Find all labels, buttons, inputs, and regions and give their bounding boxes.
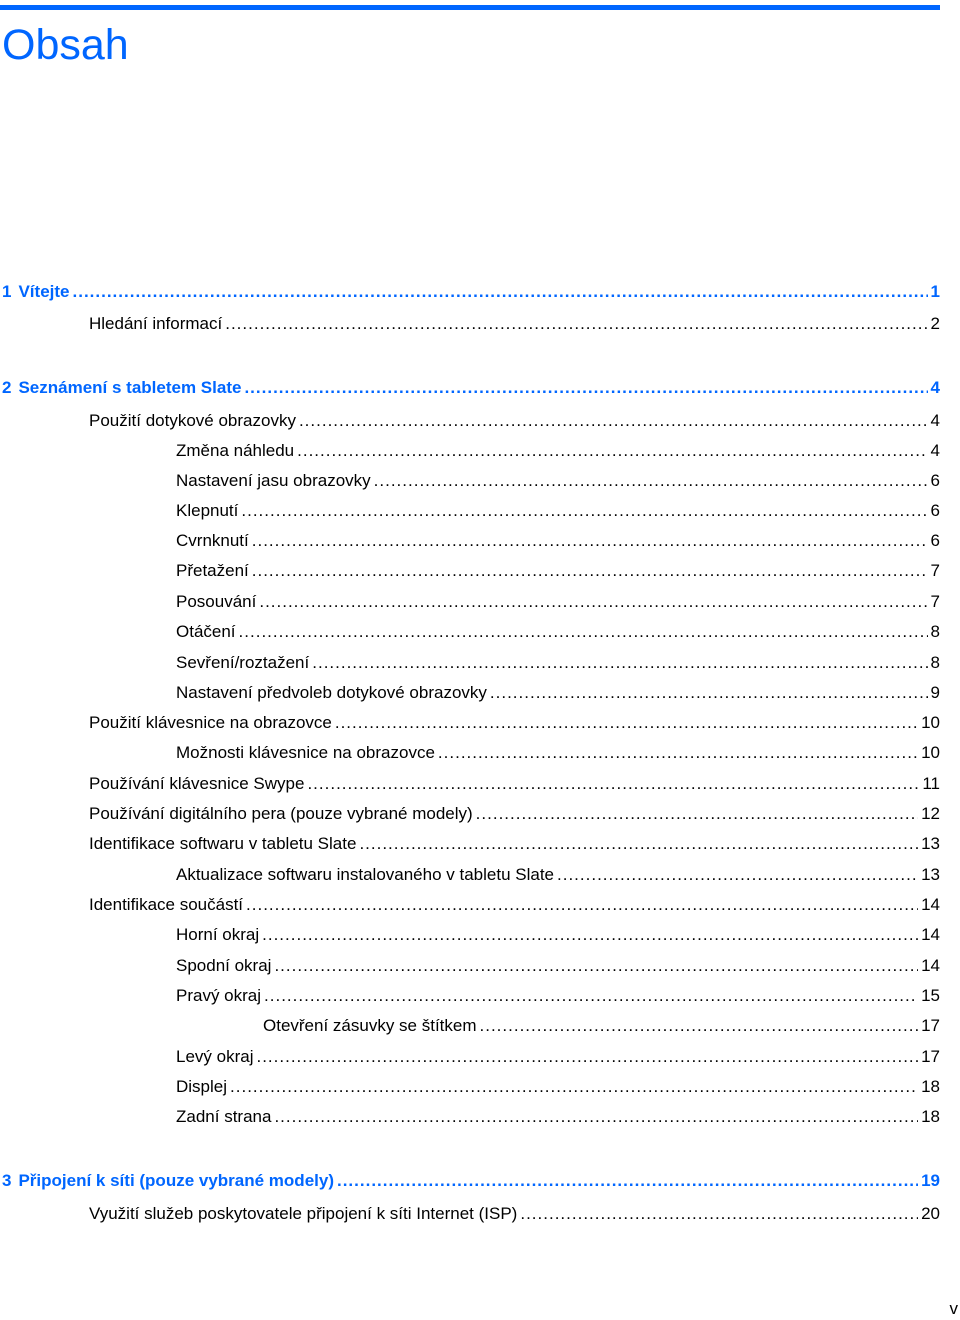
toc-entry[interactable] xyxy=(89,312,940,336)
toc-dot-leader xyxy=(230,1075,918,1099)
toc-entry[interactable] xyxy=(176,1075,940,1099)
toc-page-number: 18 xyxy=(921,1107,940,1126)
toc-entry-label: Zadní strana xyxy=(176,1107,272,1126)
toc-entry[interactable] xyxy=(89,893,940,917)
toc-entry-label: Pravý okraj xyxy=(176,986,262,1005)
toc-entry[interactable] xyxy=(176,439,940,463)
toc-page-number: 18 xyxy=(921,1077,940,1096)
toc-page-number: 15 xyxy=(921,986,940,1005)
toc-page-number: 17 xyxy=(921,1047,940,1066)
toc-page-number: 10 xyxy=(921,743,940,762)
toc-page-number: 13 xyxy=(921,834,940,853)
toc-dot-leader xyxy=(264,984,918,1008)
toc-entry-label: Připojení k síti (pouze vybrané modely) xyxy=(18,1171,334,1190)
toc-dot-leader xyxy=(520,1202,918,1226)
toc-page-number: 13 xyxy=(921,865,940,884)
toc-entry-label: Otáčení xyxy=(176,622,236,641)
toc-entry-label: Sevření/roztažení xyxy=(176,653,310,672)
toc-entry-label: Vítejte xyxy=(18,282,70,301)
toc-entry-label: Využití služeb poskytovatele připojení k síti Internet (ISP) xyxy=(89,1204,518,1223)
toc-entry[interactable] xyxy=(89,802,940,826)
toc-entry-label: Hledání informací xyxy=(89,314,223,333)
toc-dot-leader xyxy=(335,711,918,735)
toc-entry[interactable] xyxy=(176,923,940,947)
toc-entry[interactable] xyxy=(263,1014,940,1038)
toc-page-number: 7 xyxy=(930,561,940,580)
toc-entry[interactable] xyxy=(176,863,940,887)
toc-page-number: 6 xyxy=(930,531,940,550)
toc-dot-leader xyxy=(476,802,918,826)
toc-dot-leader xyxy=(259,590,927,614)
toc-entry-label: Otevření zásuvky se štítkem xyxy=(263,1016,477,1035)
toc-page-number: 14 xyxy=(921,895,940,914)
toc-page-number: 8 xyxy=(930,622,940,641)
toc-entry[interactable] xyxy=(176,469,940,493)
toc-page-number: 14 xyxy=(921,925,940,944)
toc-entry[interactable] xyxy=(176,499,940,523)
toc-entry-label: Klepnutí xyxy=(176,501,239,520)
toc-chapter-entry[interactable] xyxy=(2,1169,940,1193)
toc-page-number: 11 xyxy=(922,774,940,793)
toc-dot-leader xyxy=(307,772,919,796)
toc-entry[interactable] xyxy=(89,711,940,735)
toc-chapter-number: 1 xyxy=(2,282,12,301)
toc-dot-leader xyxy=(297,439,927,463)
toc-entry-label: Spodní okraj xyxy=(176,956,272,975)
toc-entry-label: Možnosti klávesnice na obrazovce xyxy=(176,743,435,762)
toc-entry-label: Seznámení s tabletem Slate xyxy=(18,378,242,397)
toc-page-number: 9 xyxy=(930,683,940,702)
toc-entry[interactable] xyxy=(89,409,940,433)
toc-dot-leader xyxy=(274,954,918,978)
toc-entry-label: Levý okraj xyxy=(176,1047,254,1066)
toc-chapter-number: 3 xyxy=(2,1171,12,1190)
toc-page-number: 6 xyxy=(930,471,940,490)
toc-entry-label: Nastavení jasu obrazovky xyxy=(176,471,371,490)
toc-entry[interactable] xyxy=(89,772,940,796)
toc-entry[interactable] xyxy=(176,590,940,614)
toc-dot-leader xyxy=(557,863,918,887)
toc-page-number: 20 xyxy=(921,1204,940,1223)
toc-entry-label: Používání klávesnice Swype xyxy=(89,774,305,793)
toc-entry[interactable] xyxy=(176,529,940,553)
toc-dot-leader xyxy=(244,376,927,400)
toc-dot-leader xyxy=(262,923,918,947)
toc-entry[interactable] xyxy=(89,1202,940,1226)
toc-entry[interactable] xyxy=(89,832,940,856)
toc-page-number: 4 xyxy=(930,378,940,397)
toc-entry-label: Přetažení xyxy=(176,561,249,580)
toc-page-number: 12 xyxy=(921,804,940,823)
toc-dot-leader xyxy=(256,1045,918,1069)
toc-entry-label: Používání digitálního pera (pouze vybrané modely) xyxy=(89,804,473,823)
toc-entry[interactable] xyxy=(176,681,940,705)
toc-entry-label: Identifikace softwaru v tabletu Slate xyxy=(89,834,357,853)
toc-dot-leader xyxy=(374,469,928,493)
toc-entry[interactable] xyxy=(176,954,940,978)
toc-dot-leader xyxy=(490,681,928,705)
toc-entry[interactable] xyxy=(176,1045,940,1069)
toc-dot-leader xyxy=(312,651,927,675)
toc-chapter-number: 2 xyxy=(2,378,12,397)
toc-entry-label: Posouvání xyxy=(176,592,257,611)
toc-dot-leader xyxy=(299,409,928,433)
page-number: v xyxy=(949,1299,958,1318)
toc-page-number: 7 xyxy=(930,592,940,611)
toc-dot-leader xyxy=(337,1169,918,1193)
toc-entry[interactable] xyxy=(176,1105,940,1129)
toc-page-number: 2 xyxy=(930,314,940,333)
toc-entry-label: Použití dotykové obrazovky xyxy=(89,411,296,430)
toc-dot-leader xyxy=(252,559,928,583)
toc-entry-label: Horní okraj xyxy=(176,925,260,944)
toc-dot-leader xyxy=(252,529,928,553)
toc-dot-leader xyxy=(480,1014,919,1038)
toc-entry-label: Cvrnknutí xyxy=(176,531,249,550)
toc-page-number: 8 xyxy=(930,653,940,672)
toc-entry-label: Displej xyxy=(176,1077,228,1096)
toc-entry[interactable] xyxy=(176,559,940,583)
toc-page-number: 14 xyxy=(921,956,940,975)
toc-chapter-entry[interactable] xyxy=(2,376,940,400)
toc-dot-leader xyxy=(359,832,918,856)
toc-entry[interactable] xyxy=(176,651,940,675)
toc-entry-label: Použití klávesnice na obrazovce xyxy=(89,713,332,732)
toc-page-number: 4 xyxy=(930,441,940,460)
toc-dot-leader xyxy=(246,893,918,917)
toc-page-number: 4 xyxy=(930,411,940,430)
toc-entry[interactable] xyxy=(176,984,940,1008)
toc-dot-leader xyxy=(241,499,927,523)
toc-entry[interactable] xyxy=(176,620,940,644)
toc-entry-label: Nastavení předvoleb dotykové obrazovky xyxy=(176,683,487,702)
toc-entry-label: Aktualizace softwaru instalovaného v tabletu Slate xyxy=(176,865,555,884)
toc-chapter-entry[interactable] xyxy=(2,280,940,304)
toc-page-number: 6 xyxy=(930,501,940,520)
toc-dot-leader xyxy=(274,1105,918,1129)
page-title: Obsah xyxy=(2,21,129,69)
toc-dot-leader xyxy=(225,312,927,336)
toc-page-number: 17 xyxy=(921,1016,940,1035)
toc-page-number: 19 xyxy=(921,1171,940,1190)
toc-page-number: 1 xyxy=(930,282,940,301)
toc-dot-leader xyxy=(438,741,918,765)
toc-dot-leader xyxy=(239,620,928,644)
toc-entry-label: Identifikace součástí xyxy=(89,895,244,914)
toc-entry-label: Změna náhledu xyxy=(176,441,295,460)
toc-page-number: 10 xyxy=(921,713,940,732)
toc-dot-leader xyxy=(73,280,928,304)
toc-entry[interactable] xyxy=(176,741,940,765)
